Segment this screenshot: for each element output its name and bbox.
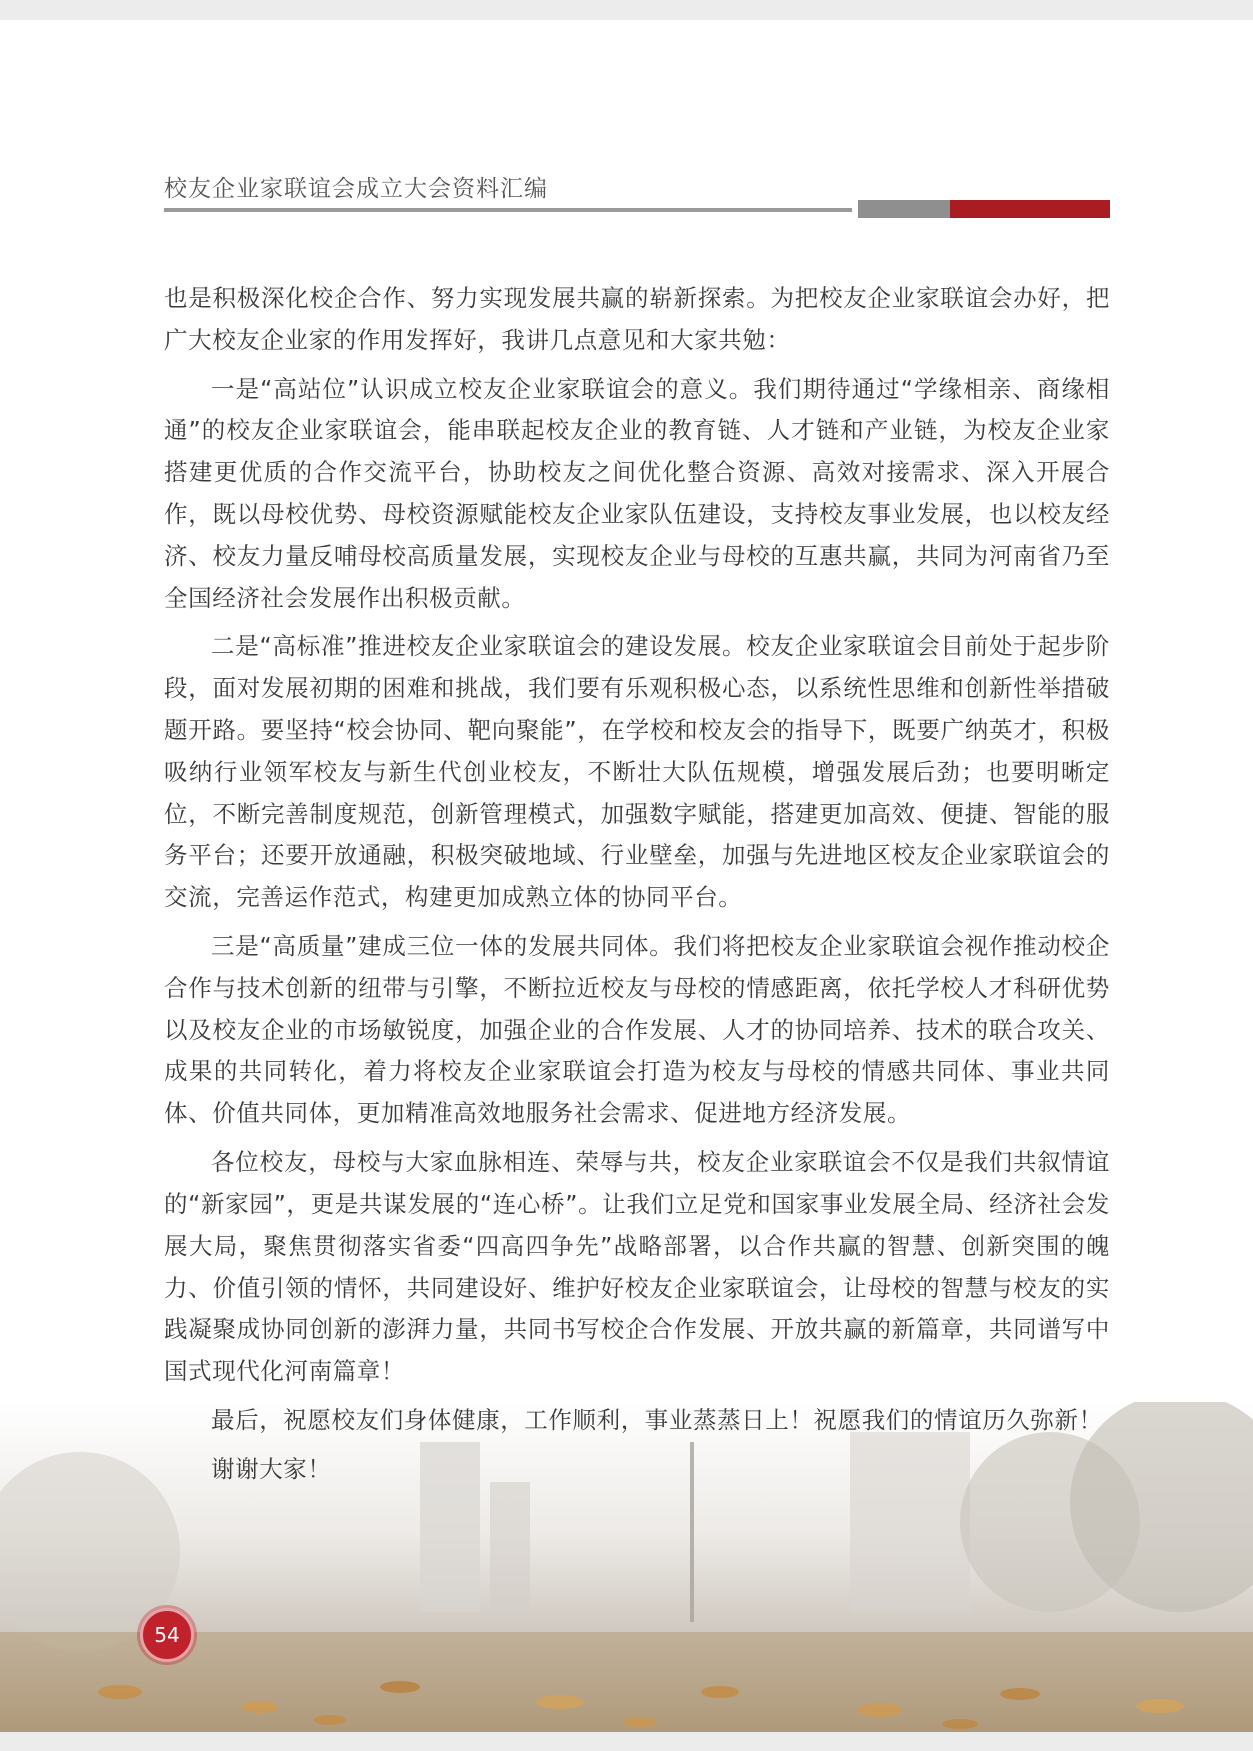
header-red-bar (950, 200, 1110, 218)
header-rule (164, 208, 852, 212)
body-text (164, 278, 1110, 1498)
paragraph: 二是“高标准”推进校友企业家联谊会的建设发展。校友企业家联谊会目前处于起步阶段，面对发展初期的困难和挑战，我们要有乐观积极心态，以系统性思维和创新性举措破题开路。要坚持“校会协同、靶向聚能”，在学校和校友会的指导下，既要广纳英才，积极吸纳行业领军校友与新生代创业校友，不断壮大队伍规模，增强发展后劲；也要明晰定位，不断完善制度规范，创新管理模式，加强数字赋能，搭建更加高效、便捷、智能的服务平台；还要开放通融，积极突破地域、行业壁垒，加强与先进地区校友企业家联谊会的交流，完善运作范式，构建更加成熟立体的协同平台。 (164, 632, 1110, 912)
paragraph: 谢谢大家！ (211, 1454, 332, 1483)
paragraph: 最后，祝愿校友们身体健康，工作顺利，事业蒸蒸日上！祝愿我们的情谊历久弥新！ (211, 1405, 1103, 1434)
paragraph: 各位校友，母校与大家血脉相连、荣辱与共，校友企业家联谊会不仅是我们共叙情谊的“新家园”，更是共谋发展的“连心桥”。让我们立足党和国家事业发展全局、经济社会发展大局，聚焦贯彻落实省委“四高四争先”战略部署，以合作共赢的智慧、创新突围的魄力、价值引领的情怀，共同建设好、维护好校友企业家联谊会，让母校的智慧与校友的实践凝聚成协同创新的澎湃力量，共同书写校企合作发展、开放共赢的新篇章，共同谱写中国式现代化河南篇章！ (164, 1148, 1110, 1386)
paragraph: 三是“高质量”建成三位一体的发展共同体。我们将把校友企业家联谊会视作推动校企合作与技术创新的纽带与引擎，不断拉近校友与母校的情感距离，依托学校人才科研优势以及校友企业的市场敏锐度，加强企业的合作发展、人才的协同培养、技术的联合攻关、成果的共同转化，着力将校友企业家联谊会打造为校友与母校的情感共同体、事业共同体、价值共同体，更加精准高效地服务社会需求、促进地方经济发展。 (164, 932, 1110, 1128)
page-number-badge: 54 (140, 1608, 194, 1662)
header-gray-bar (858, 200, 950, 218)
paragraph: 也是积极深化校企合作、努力实现发展共赢的崭新探索。为把校友企业家联谊会办好，把广大校友企业家的作用发挥好，我讲几点意见和大家共勉： (164, 284, 1110, 354)
paragraph: 一是“高站位”认识成立校友企业家联谊会的意义。我们期待通过“学缘相亲、商缘相通”的校友企业家联谊会，能串联起校友企业的教育链、人才链和产业链，为校友企业家搭建更优质的合作交流平台，协助校友之间优化整合资源、高效对接需求、深入开展合作，既以母校优势、母校资源赋能校友企业家队伍建设，支持校友事业发展，也以校友经济、校友力量反哺母校高质量发展，实现校友企业与母校的互惠共赢，共同为河南省乃至全国经济社会发展作出积极贡献。 (164, 374, 1110, 612)
running-header (164, 170, 1110, 220)
document-page (0, 20, 1253, 1732)
header-title: 校友企业家联谊会成立大会资料汇编 (164, 176, 548, 202)
